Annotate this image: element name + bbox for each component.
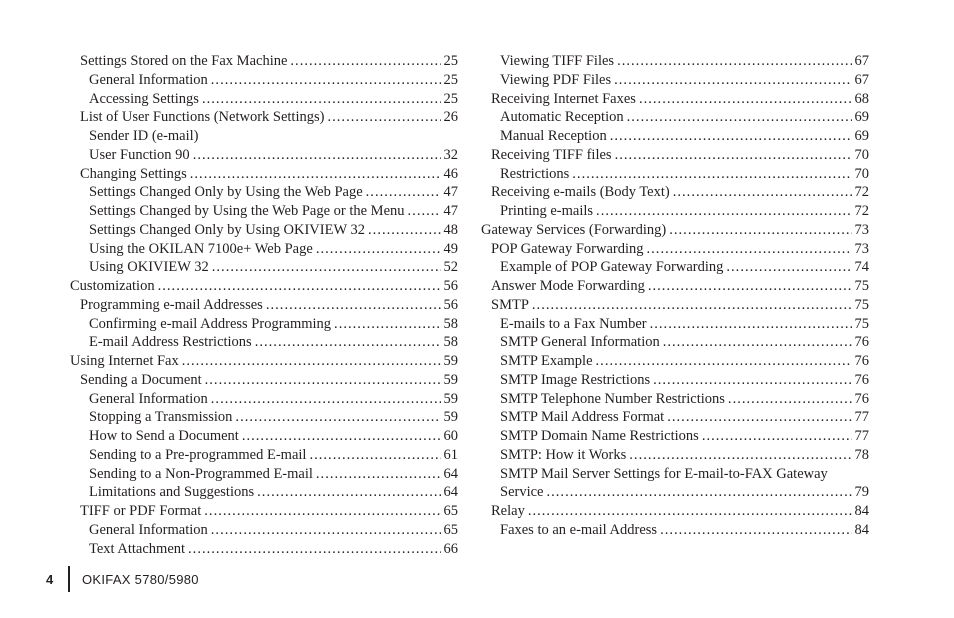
toc-entry-page: 60 <box>443 428 458 444</box>
toc-entry-title: User Function 90 <box>89 146 190 163</box>
toc-dot-leader <box>669 221 851 240</box>
toc-entry-page: 46 <box>443 165 458 182</box>
toc-entry-title: Automatic Reception <box>500 109 624 126</box>
toc-entry <box>481 146 869 165</box>
toc-entry-title: SMTP <box>491 296 529 313</box>
toc-entry <box>481 183 869 202</box>
toc-entry-page: 73 <box>854 221 869 238</box>
toc-dot-leader <box>316 240 441 259</box>
toc-entry <box>70 221 458 240</box>
toc-entry <box>70 333 458 352</box>
toc-entry-page: 58 <box>443 315 458 332</box>
toc-entry-title: SMTP Example <box>500 353 593 369</box>
toc-dot-leader <box>266 296 441 315</box>
toc-entry-page: 78 <box>854 446 869 463</box>
toc-dot-leader <box>528 502 852 521</box>
toc-entry-title: Settings Stored on the Fax Machine <box>80 53 288 69</box>
toc-entry-page: 25 <box>443 71 458 88</box>
toc-entry <box>481 333 869 352</box>
toc-entry <box>481 202 869 221</box>
toc-dot-leader <box>596 202 851 221</box>
toc-entry-title: E-mails to a Fax Number <box>500 315 647 332</box>
toc-entry-title: POP Gateway Forwarding <box>491 240 644 257</box>
toc-entry-page: 79 <box>854 484 869 501</box>
toc-dot-leader <box>235 408 440 427</box>
toc-dot-leader <box>190 165 441 184</box>
toc-dot-leader <box>572 165 851 184</box>
toc-entry-title: Using Internet Fax <box>70 353 179 369</box>
toc-entry <box>70 52 458 71</box>
toc-entry <box>481 52 869 71</box>
toc-entry-page: 64 <box>443 465 458 482</box>
toc-entry <box>70 371 458 390</box>
toc-entry-page: 58 <box>443 334 458 351</box>
page-footer <box>46 566 199 592</box>
toc-entry-title: SMTP Image Restrictions <box>500 371 651 388</box>
toc-entry-title: Using the OKILAN 7100e+ Web Page <box>89 240 313 257</box>
toc-entry-page: 77 <box>854 428 869 444</box>
toc-entry <box>70 465 458 484</box>
toc-entry-page: 75 <box>854 315 869 332</box>
toc-entry-title: Confirming e-mail Address Programming <box>89 315 332 332</box>
toc-entry <box>481 390 869 409</box>
toc-entry-title: Text Attachment <box>89 540 186 557</box>
toc-dot-leader <box>702 427 852 446</box>
toc-entry-page: 66 <box>443 540 458 557</box>
toc-entry <box>70 296 458 315</box>
toc-entry <box>481 71 869 90</box>
toc-entry-page: 84 <box>854 521 869 538</box>
toc-entry-page: 49 <box>443 240 458 257</box>
toc-dot-leader <box>648 277 852 296</box>
toc-entry-title: Viewing TIFF Files <box>500 53 615 69</box>
toc-entry-title: Sending to a Pre-programmed E-mail <box>89 446 307 463</box>
toc-entry <box>70 90 458 109</box>
toc-entry <box>70 127 458 146</box>
toc-entry-title: SMTP Domain Name Restrictions <box>500 428 699 444</box>
toc-entry-title: Settings Changed by Using the Web Page or the Menu <box>89 203 405 219</box>
toc-entry <box>70 446 458 465</box>
toc-entry <box>70 108 458 127</box>
toc-dot-leader <box>368 221 440 240</box>
toc-entry-page: 67 <box>854 71 869 88</box>
toc-entry-page: 26 <box>443 109 458 126</box>
toc-dot-leader <box>639 90 852 109</box>
toc-entry-page: 59 <box>443 353 458 369</box>
toc-entry-page: 59 <box>443 371 458 388</box>
toc-entry-title: Using OKIVIEW 32 <box>89 259 209 276</box>
toc-dot-leader <box>334 315 440 334</box>
toc-entry <box>70 502 458 521</box>
toc-entry <box>481 502 869 521</box>
toc-dot-leader <box>627 108 852 127</box>
toc-entry <box>481 90 869 109</box>
toc-entry-title: SMTP Telephone Number Restrictions <box>500 390 725 407</box>
toc-entry <box>70 183 458 202</box>
toc-entry-page: 69 <box>854 128 869 144</box>
toc-entry <box>481 127 869 146</box>
toc-right-column <box>481 52 869 540</box>
toc-entry-title: Settings Changed Only by Using the Web Page <box>89 184 363 201</box>
toc-entry-page: 67 <box>854 53 869 69</box>
toc-dot-leader <box>204 502 440 521</box>
toc-entry-title: Sender ID (e-mail) <box>89 128 199 144</box>
toc-entry <box>481 483 869 502</box>
toc-entry-title: SMTP Mail Server Settings for E-mail-to-FAX Gateway <box>500 465 828 482</box>
toc-dot-leader <box>193 146 441 165</box>
toc-entry-page: 69 <box>854 109 869 126</box>
toc-entry <box>481 221 869 240</box>
toc-entry <box>70 352 458 371</box>
toc-entry-title: General Information <box>89 521 208 538</box>
toc-entry <box>70 483 458 502</box>
toc-dot-leader <box>663 333 852 352</box>
toc-entry-page: 65 <box>443 503 458 519</box>
toc-entry-page: 77 <box>854 409 869 426</box>
toc-entry-page: 56 <box>443 296 458 313</box>
toc-entry-page: 64 <box>443 484 458 501</box>
toc-dot-leader <box>596 352 852 371</box>
toc-entry-title: Settings Changed Only by Using OKIVIEW 32 <box>89 221 366 238</box>
toc-entry-page: 47 <box>443 184 458 201</box>
toc-entry-title: Relay <box>491 503 525 519</box>
footer-divider <box>68 566 70 592</box>
toc-entry-title: TIFF or PDF Format <box>80 503 202 519</box>
toc-entry-title: List of User Functions (Network Settings) <box>80 109 325 126</box>
toc-entry <box>481 371 869 390</box>
toc-dot-leader <box>532 296 852 315</box>
toc-entry-page: 59 <box>443 409 458 426</box>
toc-entry-page: 65 <box>443 521 458 538</box>
toc-dot-leader <box>653 371 851 390</box>
toc-dot-leader <box>728 390 852 409</box>
toc-dot-leader <box>673 183 852 202</box>
toc-entry-title: Receiving e-mails (Body Text) <box>491 184 670 201</box>
toc-entry <box>70 146 458 165</box>
toc-entry-title: E-mail Address Restrictions <box>89 334 252 351</box>
toc-entry-title: Receiving TIFF files <box>491 146 612 163</box>
toc-entry-page: 74 <box>854 259 869 276</box>
footer-document-title: OKIFAX 5780/5980 <box>82 571 199 587</box>
toc-entry <box>481 296 869 315</box>
toc-dot-leader <box>546 483 851 502</box>
toc-left-column <box>70 52 458 558</box>
toc-entry <box>481 427 869 446</box>
toc-entry-page: 25 <box>443 53 458 69</box>
toc-entry <box>70 390 458 409</box>
toc-entry <box>70 540 458 559</box>
toc-entry-page: 72 <box>854 203 869 219</box>
toc-entry <box>70 258 458 277</box>
toc-entry-title: Receiving Internet Faxes <box>491 90 636 107</box>
toc-dot-leader <box>242 427 441 446</box>
toc-entry <box>481 465 869 484</box>
toc-entry-title: Stopping a Transmission <box>89 409 233 426</box>
toc-entry-title: Limitations and Suggestions <box>89 484 255 501</box>
toc-dot-leader <box>309 446 440 465</box>
toc-entry-page: 52 <box>443 259 458 276</box>
toc-dot-leader <box>182 352 441 371</box>
toc-dot-leader <box>610 127 852 146</box>
toc-entry-title: Accessing Settings <box>89 90 199 107</box>
toc-entry-title: Sending a Document <box>80 371 202 388</box>
toc-entry <box>481 108 869 127</box>
toc-entry-page: 75 <box>854 278 869 294</box>
toc-entry-title: Changing Settings <box>80 165 187 182</box>
toc-entry-title: SMTP: How it Works <box>500 446 627 463</box>
toc-entry <box>70 202 458 221</box>
toc-dot-leader <box>290 52 440 71</box>
toc-dot-leader <box>327 108 440 127</box>
toc-dot-leader <box>188 540 440 559</box>
toc-entry-title: Printing e-mails <box>500 203 594 219</box>
toc-entry-page: 75 <box>854 296 869 313</box>
toc-dot-leader <box>158 277 441 296</box>
toc-entry-title: General Information <box>89 390 208 407</box>
toc-entry <box>481 446 869 465</box>
toc-dot-leader <box>205 371 441 390</box>
toc-entry <box>70 71 458 90</box>
toc-entry-page: 32 <box>443 146 458 163</box>
toc-entry-title: Customization <box>70 278 155 294</box>
toc-entry <box>70 521 458 540</box>
toc-entry-title: How to Send a Document <box>89 428 239 444</box>
toc-entry-page: 47 <box>443 203 458 219</box>
toc-dot-leader <box>660 521 851 540</box>
toc-dot-leader <box>726 258 851 277</box>
toc-entry <box>70 408 458 427</box>
toc-entry <box>481 408 869 427</box>
toc-entry-title: Example of POP Gateway Forwarding <box>500 259 724 276</box>
toc-dot-leader <box>408 202 441 221</box>
toc-entry <box>481 165 869 184</box>
toc-entry-page: 76 <box>854 353 869 369</box>
toc-entry-page: 70 <box>854 165 869 182</box>
toc-entry <box>70 315 458 334</box>
toc-entry-title: Faxes to an e-mail Address <box>500 521 658 538</box>
toc-entry-page: 73 <box>854 240 869 257</box>
toc-entry-title: Gateway Services (Forwarding) <box>481 221 667 238</box>
toc-dot-leader <box>667 408 851 427</box>
footer-page-number: 4 <box>46 571 54 587</box>
toc-dot-leader <box>629 446 851 465</box>
toc-entry <box>70 240 458 259</box>
toc-dot-leader <box>366 183 441 202</box>
toc-entry-title: Answer Mode Forwarding <box>491 278 645 294</box>
toc-entry-page: 68 <box>854 90 869 107</box>
toc-entry-title: SMTP Mail Address Format <box>500 409 665 426</box>
toc-entry-title: Restrictions <box>500 165 570 182</box>
toc-entry-page: 84 <box>854 503 869 519</box>
toc-dot-leader <box>650 315 852 334</box>
toc-dot-leader <box>614 71 851 90</box>
toc-entry <box>481 240 869 259</box>
toc-entry-title: Manual Reception <box>500 128 607 144</box>
toc-entry-page: 72 <box>854 184 869 201</box>
toc-entry-title: General Information <box>89 71 208 88</box>
toc-entry-title: Service <box>500 484 544 501</box>
toc-dot-leader <box>257 483 440 502</box>
toc-entry-title: SMTP General Information <box>500 334 660 351</box>
toc-entry <box>481 521 869 540</box>
toc-entry-page: 76 <box>854 371 869 388</box>
toc-entry-page: 48 <box>443 221 458 238</box>
toc-entry <box>481 315 869 334</box>
toc-entry-page: 25 <box>443 90 458 107</box>
toc-entry <box>70 165 458 184</box>
toc-entry-page: 59 <box>443 390 458 407</box>
toc-dot-leader <box>211 521 441 540</box>
toc-dot-leader <box>202 90 441 109</box>
toc-entry <box>481 258 869 277</box>
toc-dot-leader <box>617 52 851 71</box>
toc-dot-leader <box>212 258 441 277</box>
toc-entry-page: 70 <box>854 146 869 163</box>
toc-dot-leader <box>647 240 852 259</box>
toc-dot-leader <box>211 390 441 409</box>
toc-entry <box>70 427 458 446</box>
toc-dot-leader <box>211 71 441 90</box>
toc-dot-leader <box>316 465 441 484</box>
toc-entry <box>481 352 869 371</box>
toc-entry-title: Viewing PDF Files <box>500 71 612 88</box>
toc-entry-title: Sending to a Non-Programmed E-mail <box>89 465 313 482</box>
toc-entry-page: 76 <box>854 390 869 407</box>
toc-dot-leader <box>615 146 852 165</box>
toc-entry-title: Programming e-mail Addresses <box>80 296 263 313</box>
toc-entry-page: 56 <box>443 278 458 294</box>
toc-entry <box>70 277 458 296</box>
toc-entry-page: 61 <box>443 446 458 463</box>
toc-entry-page: 76 <box>854 334 869 351</box>
toc-dot-leader <box>255 333 441 352</box>
toc-entry <box>481 277 869 296</box>
